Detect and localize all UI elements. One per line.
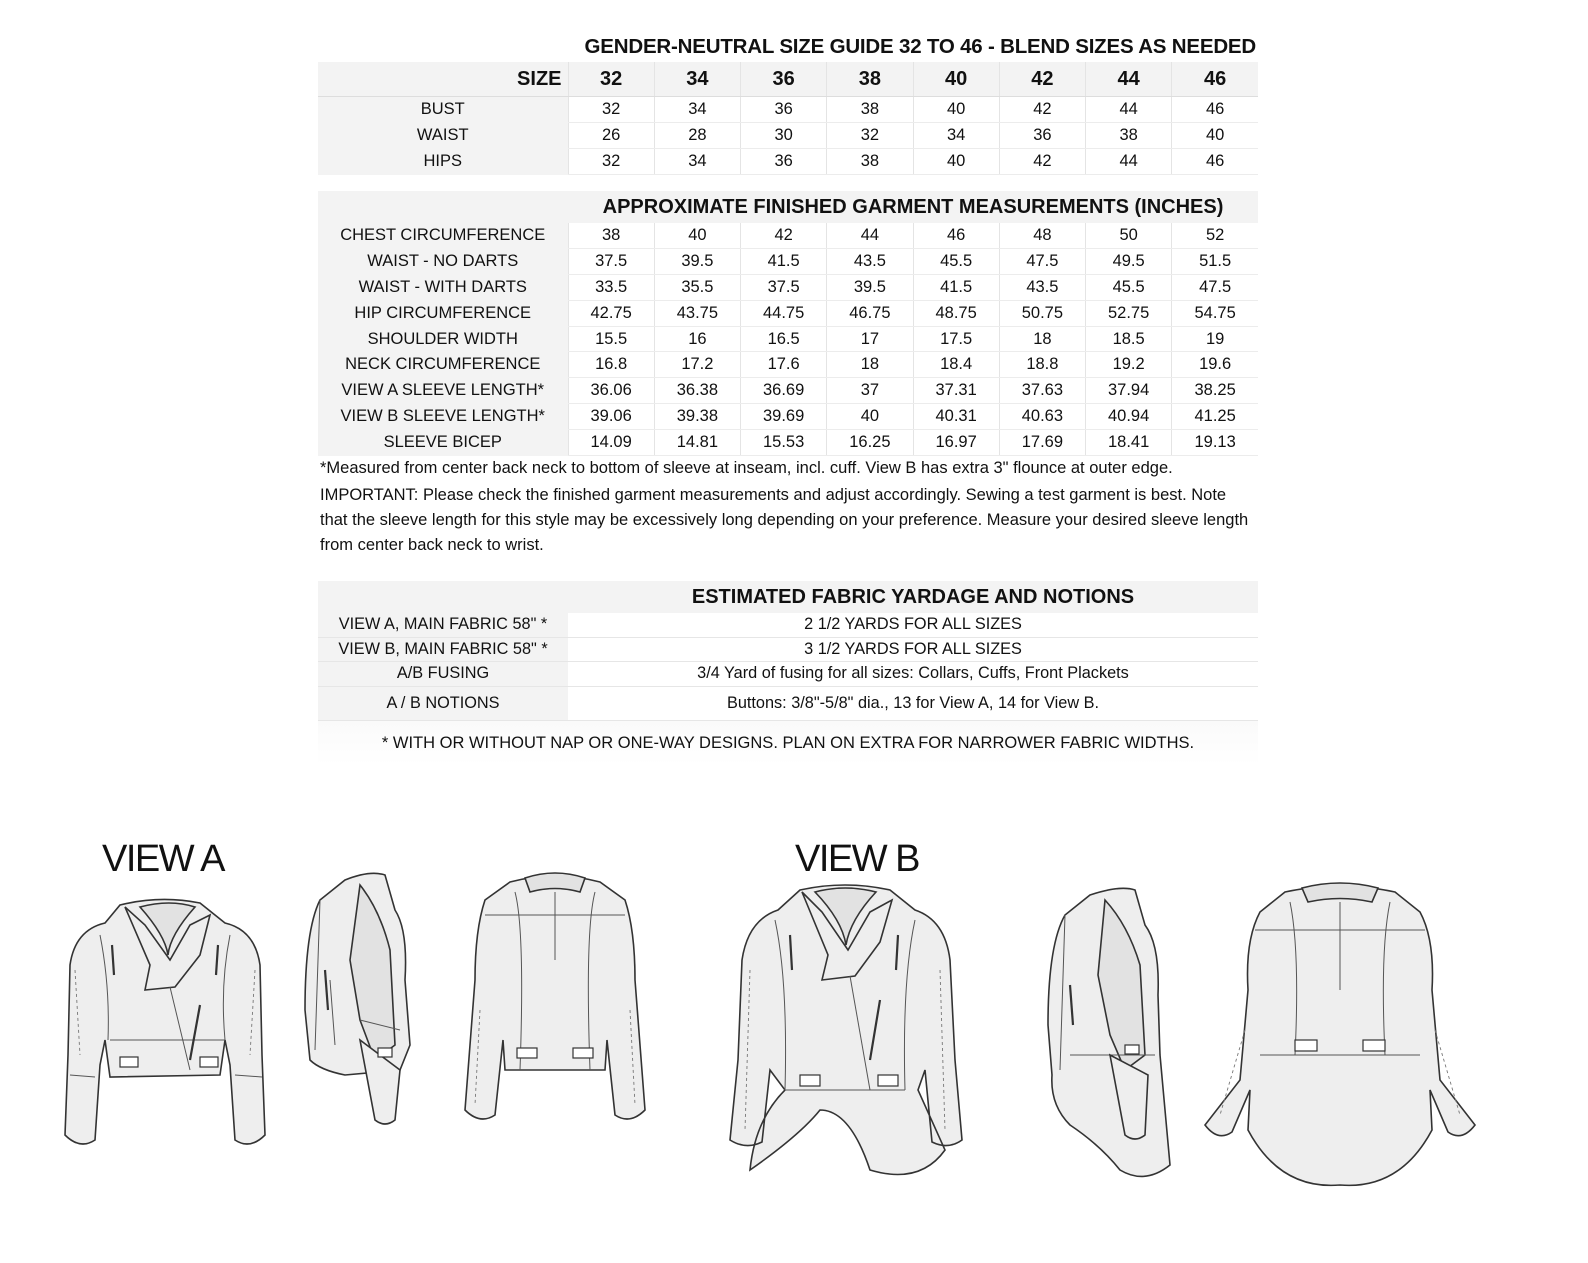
- view-b-back-illustration: [1200, 880, 1480, 1190]
- measurement-cell: 37.5: [741, 274, 827, 300]
- measurement-cell: 16: [654, 326, 740, 352]
- measurement-cell: 37: [827, 378, 913, 404]
- size-header-row: [318, 62, 1258, 97]
- measurement-row: [318, 378, 1258, 404]
- measurement-cell: 39.5: [827, 274, 913, 300]
- measurement-row: [318, 248, 1258, 274]
- size-header-cell: 42: [999, 62, 1085, 97]
- measurement-cell: 40.94: [1086, 404, 1172, 430]
- important-note: IMPORTANT: Please check the finished garment measurements and adjust accordingly. Sewing a test garment is best. Note that the sleeve length for this style may be excessively long depending on your preference. Measure your desired sleeve length from center back neck to wrist.: [320, 486, 1249, 555]
- size-guide-row-label: WAIST: [318, 123, 568, 149]
- measurement-cell: 37.63: [999, 378, 1085, 404]
- measurement-cell: 40: [654, 223, 740, 248]
- size-header-cell: 40: [913, 62, 999, 97]
- measurement-cell: 16.8: [568, 352, 654, 378]
- size-guide-cell: 38: [1086, 123, 1172, 149]
- measurement-row-label: CHEST CIRCUMFERENCE: [318, 223, 568, 248]
- measurement-cell: 42: [741, 223, 827, 248]
- size-header-cell: 32: [568, 62, 654, 97]
- measurement-cell: 47.5: [1172, 274, 1258, 300]
- measurement-row: [318, 326, 1258, 352]
- fabric-row-label: A / B NOTIONS: [318, 686, 568, 720]
- measurement-row: [318, 300, 1258, 326]
- measurement-cell: 44.75: [741, 300, 827, 326]
- measurement-cell: 17.6: [741, 352, 827, 378]
- measurement-cell: 41.5: [741, 248, 827, 274]
- size-guide-cell: 40: [913, 97, 999, 123]
- size-guide-table: [318, 62, 1258, 175]
- measurement-cell: 18: [827, 352, 913, 378]
- measurement-cell: 35.5: [654, 274, 740, 300]
- view-b-front-illustration: [700, 880, 990, 1190]
- measurement-cell: 44: [827, 223, 913, 248]
- measurement-cell: 40: [827, 404, 913, 430]
- garment-measurements-section: [318, 191, 1258, 558]
- size-guide-row: [318, 149, 1258, 175]
- fabric-row-value: 3 1/2 YARDS FOR ALL SIZES: [568, 637, 1258, 662]
- size-guide-cell: 32: [568, 97, 654, 123]
- measurement-row: [318, 430, 1258, 456]
- view-b-side-illustration: [1040, 885, 1180, 1185]
- measurement-cell: 36.38: [654, 378, 740, 404]
- measurement-cell: 14.81: [654, 430, 740, 456]
- measurement-cell: 43.75: [654, 300, 740, 326]
- measurement-cell: 19.13: [1172, 430, 1258, 456]
- fabric-row-label: VIEW A, MAIN FABRIC 58" *: [318, 613, 568, 637]
- measurement-cell: 19.6: [1172, 352, 1258, 378]
- size-guide-cell: 36: [999, 123, 1085, 149]
- measurement-cell: 52.75: [1086, 300, 1172, 326]
- measurement-cell: 43.5: [827, 248, 913, 274]
- measurement-cell: 18.5: [1086, 326, 1172, 352]
- fabric-row: [318, 686, 1258, 720]
- measurement-cell: 39.06: [568, 404, 654, 430]
- measurement-cell: 46: [913, 223, 999, 248]
- size-guide-cell: 44: [1086, 149, 1172, 175]
- measurement-row-label: SHOULDER WIDTH: [318, 326, 568, 352]
- measurement-row-label: VIEW B SLEEVE LENGTH*: [318, 404, 568, 430]
- measurement-notes: [318, 456, 1258, 558]
- measurement-cell: 15.5: [568, 326, 654, 352]
- size-guide-title: GENDER-NEUTRAL SIZE GUIDE 32 TO 46 - BLEND SIZES AS NEEDED: [584, 35, 1256, 58]
- measurement-cell: 17.5: [913, 326, 999, 352]
- size-guide-cell: 38: [827, 97, 913, 123]
- size-guide-row-label: BUST: [318, 97, 568, 123]
- measurement-row: [318, 223, 1258, 248]
- size-guide-cell: 42: [999, 97, 1085, 123]
- measurement-row: [318, 352, 1258, 378]
- measurement-cell: 16.5: [741, 326, 827, 352]
- measurement-row-label: WAIST - WITH DARTS: [318, 274, 568, 300]
- measurement-cell: 36.69: [741, 378, 827, 404]
- size-guide-cell: 34: [913, 123, 999, 149]
- size-guide-cell: 28: [654, 123, 740, 149]
- measurement-cell: 40.31: [913, 404, 999, 430]
- size-guide-cell: 38: [827, 149, 913, 175]
- measurement-cell: 39.5: [654, 248, 740, 274]
- measurement-cell: 52: [1172, 223, 1258, 248]
- size-guide-cell: 42: [999, 149, 1085, 175]
- fabric-footnote: * WITH OR WITHOUT NAP OR ONE-WAY DESIGNS. PLAN ON EXTRA FOR NARROWER FABRIC WIDTHS.: [318, 721, 1258, 765]
- measurement-cell: 54.75: [1172, 300, 1258, 326]
- view-a-side-illustration: [300, 870, 420, 1130]
- fabric-yardage-section: [318, 581, 1258, 765]
- size-header-cell: 36: [741, 62, 827, 97]
- measurement-row-label: VIEW A SLEEVE LENGTH*: [318, 378, 568, 404]
- size-guide-cell: 26: [568, 123, 654, 149]
- measurement-cell: 17: [827, 326, 913, 352]
- measurement-cell: 16.25: [827, 430, 913, 456]
- measurement-cell: 19.2: [1086, 352, 1172, 378]
- size-header-cell: 44: [1086, 62, 1172, 97]
- fabric-row-value: 3/4 Yard of fusing for all sizes: Collars, Cuffs, Front Plackets: [568, 662, 1258, 687]
- measurement-cell: 39.69: [741, 404, 827, 430]
- measurement-cell: 51.5: [1172, 248, 1258, 274]
- fabric-row-label: VIEW B, MAIN FABRIC 58" *: [318, 637, 568, 662]
- measurement-cell: 50: [1086, 223, 1172, 248]
- measurement-cell: 48: [999, 223, 1085, 248]
- size-header-cell: 38: [827, 62, 913, 97]
- measurement-cell: 37.5: [568, 248, 654, 274]
- fabric-yardage-title: ESTIMATED FABRIC YARDAGE AND NOTIONS: [568, 581, 1258, 613]
- measurement-cell: 15.53: [741, 430, 827, 456]
- view-a-back-illustration: [455, 870, 655, 1130]
- measurement-cell: 43.5: [999, 274, 1085, 300]
- size-guide-cell: 46: [1172, 149, 1258, 175]
- measurement-cell: 14.09: [568, 430, 654, 456]
- measurement-cell: 18.41: [1086, 430, 1172, 456]
- size-guide-cell: 40: [1172, 123, 1258, 149]
- measurement-cell: 49.5: [1086, 248, 1172, 274]
- measurement-cell: 17.2: [654, 352, 740, 378]
- measurement-cell: 38: [568, 223, 654, 248]
- size-guide-cell: 36: [741, 97, 827, 123]
- measurement-cell: 46.75: [827, 300, 913, 326]
- size-guide-cell: 44: [1086, 97, 1172, 123]
- size-guide-cell: 46: [1172, 97, 1258, 123]
- fabric-row-value: 2 1/2 YARDS FOR ALL SIZES: [568, 613, 1258, 637]
- size-guide-cell: 40: [913, 149, 999, 175]
- measurement-cell: 40.63: [999, 404, 1085, 430]
- size-header-cell: 46: [1172, 62, 1258, 97]
- measurement-cell: 19: [1172, 326, 1258, 352]
- garment-measurements-table: [318, 191, 1258, 456]
- measurement-cell: 47.5: [999, 248, 1085, 274]
- measurement-cell: 16.97: [913, 430, 999, 456]
- measurement-row: [318, 404, 1258, 430]
- measurement-cell: 48.75: [913, 300, 999, 326]
- size-guide-row: [318, 97, 1258, 123]
- size-header-cell: 34: [654, 62, 740, 97]
- measurement-row: [318, 274, 1258, 300]
- measurement-cell: 41.25: [1172, 404, 1258, 430]
- measurement-cell: 41.5: [913, 274, 999, 300]
- measurement-row-label: NECK CIRCUMFERENCE: [318, 352, 568, 378]
- fabric-row: [318, 637, 1258, 662]
- view-a-label: VIEW A: [102, 838, 224, 880]
- size-guide-cell: 32: [827, 123, 913, 149]
- measurement-cell: 17.69: [999, 430, 1085, 456]
- measurement-cell: 45.5: [913, 248, 999, 274]
- fabric-row: [318, 662, 1258, 687]
- measurement-cell: 37.94: [1086, 378, 1172, 404]
- measurement-cell: 38.25: [1172, 378, 1258, 404]
- measurement-cell: 45.5: [1086, 274, 1172, 300]
- sleeve-footnote: *Measured from center back neck to bottom of sleeve at inseam, incl. cuff. View B has extra 3" flounce at outer edge.: [320, 459, 1173, 478]
- garment-measurements-title: APPROXIMATE FINISHED GARMENT MEASUREMENTS (INCHES): [568, 191, 1258, 223]
- measurement-cell: 33.5: [568, 274, 654, 300]
- fabric-row-value: Buttons: 3/8"-5/8" dia., 13 for View A, 14 for View B.: [568, 686, 1258, 720]
- measurement-cell: 18.8: [999, 352, 1085, 378]
- measurement-row-label: SLEEVE BICEP: [318, 430, 568, 456]
- size-guide-section: [318, 30, 1258, 175]
- measurement-cell: 36.06: [568, 378, 654, 404]
- measurement-cell: 18.4: [913, 352, 999, 378]
- view-a-front-illustration: [50, 895, 280, 1165]
- measurement-cell: 39.38: [654, 404, 740, 430]
- measurement-cell: 42.75: [568, 300, 654, 326]
- size-guide-row-label: HIPS: [318, 149, 568, 175]
- measurement-cell: 50.75: [999, 300, 1085, 326]
- size-guide-cell: 34: [654, 149, 740, 175]
- fabric-yardage-table: [318, 581, 1258, 721]
- size-guide-cell: 34: [654, 97, 740, 123]
- measurement-row-label: WAIST - NO DARTS: [318, 248, 568, 274]
- size-header-label: SIZE: [318, 62, 568, 97]
- size-guide-row: [318, 123, 1258, 149]
- size-guide-cell: 30: [741, 123, 827, 149]
- fabric-row: [318, 613, 1258, 637]
- size-guide-cell: 36: [741, 149, 827, 175]
- fabric-row-label: A/B FUSING: [318, 662, 568, 687]
- size-guide-cell: 32: [568, 149, 654, 175]
- measurement-row-label: HIP CIRCUMFERENCE: [318, 300, 568, 326]
- measurement-cell: 18: [999, 326, 1085, 352]
- view-b-label: VIEW B: [795, 838, 920, 880]
- measurement-cell: 37.31: [913, 378, 999, 404]
